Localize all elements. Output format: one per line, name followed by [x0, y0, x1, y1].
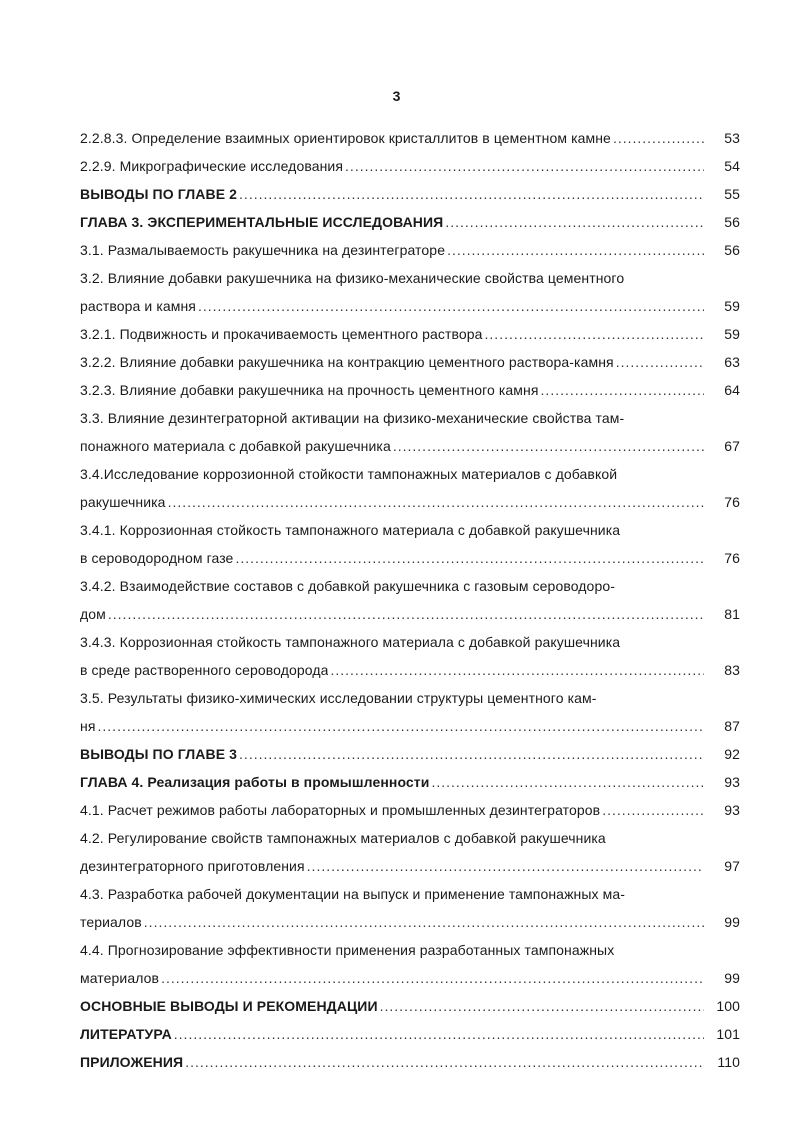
toc-entry[interactable]: [80, 880, 740, 936]
dot-leader: [239, 180, 704, 208]
toc-entry[interactable]: [80, 264, 740, 320]
toc-entry[interactable]: [80, 376, 740, 404]
toc-entry[interactable]: [80, 1048, 740, 1076]
dot-leader: [174, 1020, 704, 1048]
toc-entry-page: 63: [724, 354, 740, 370]
dot-leader: [185, 1048, 704, 1076]
toc-entry[interactable]: [80, 460, 740, 516]
toc-entry-page: 59: [724, 326, 740, 342]
toc-entry-page: 56: [724, 242, 740, 258]
toc-entry-page: 97: [724, 858, 740, 874]
page-number: 3: [392, 88, 401, 104]
toc-entry-page: 67: [724, 438, 740, 454]
toc-entry-title: 3.4.1. Коррозионная стойкость тампонажного материала с добавкой ракушечника: [80, 522, 621, 538]
dot-leader: [198, 292, 704, 320]
toc-entry-page: 93: [724, 774, 740, 790]
toc-entry-title: териалов: [80, 914, 142, 930]
toc-entry[interactable]: [80, 320, 740, 348]
toc-entry[interactable]: [80, 768, 740, 796]
toc-entry-title: 3.1. Размалываемость ракушечника на дезинтеграторе: [80, 242, 446, 258]
toc-entry-title: ПРИЛОЖЕНИЯ: [80, 1054, 184, 1070]
table-of-contents: [80, 124, 740, 1076]
toc-entry-title: в среде растворенного сероводорода: [80, 662, 329, 678]
toc-entry-title: 3.2.2. Влияние добавки ракушечника на контракцию цементного раствора-камня: [80, 354, 614, 370]
toc-entry[interactable]: [80, 236, 740, 264]
toc-entry-page: 56: [724, 214, 740, 230]
toc-entry-title: 2.2.9. Микрографические исследования: [80, 158, 344, 174]
toc-entry-page: 87: [724, 718, 740, 734]
toc-entry-title: 2.2.8.3. Определение взаимных ориентировок кристаллитов в цементном камне: [80, 130, 611, 146]
toc-entry-title: ГЛАВА 4. Реализация работы в промышленности: [80, 774, 430, 790]
toc-entry-page: 83: [724, 662, 740, 678]
toc-entry[interactable]: [80, 740, 740, 768]
toc-entry-title: 3.4.Исследование коррозионной стойкости тампонажных материалов с добавкой: [80, 466, 618, 482]
toc-entry-page: 64: [724, 382, 740, 398]
toc-entry-page: 76: [724, 494, 740, 510]
toc-entry-title: понажного материала с добавкой ракушечника: [80, 438, 391, 454]
dot-leader: [330, 656, 704, 684]
toc-entry[interactable]: [80, 124, 740, 152]
dot-leader: [616, 348, 704, 376]
toc-entry-page: 110: [717, 1054, 740, 1070]
toc-entry-title: ВЫВОДЫ ПО ГЛАВЕ 2: [80, 186, 238, 202]
toc-entry-title: 4.2. Регулирование свойств тампонажных материалов с добавкой ракушечника: [80, 830, 606, 846]
toc-entry-title: раствора и камня: [80, 298, 196, 314]
toc-entry-page: 54: [724, 158, 740, 174]
dot-leader: [431, 768, 704, 796]
toc-entry-title: ВЫВОДЫ ПО ГЛАВЕ 3: [80, 746, 238, 762]
toc-entry-title: дом: [80, 606, 106, 622]
toc-entry-page: 100: [716, 998, 740, 1014]
toc-entry-page: 76: [724, 550, 740, 566]
toc-entry-page: 55: [724, 186, 740, 202]
toc-entry[interactable]: [80, 572, 740, 628]
toc-entry[interactable]: [80, 152, 740, 180]
toc-entry-title: 3.2.3. Влияние добавки ракушечника на прочность цементного камня: [80, 382, 539, 398]
dot-leader: [168, 488, 704, 516]
toc-entry-title: ракушечника: [80, 494, 166, 510]
toc-entry-title: ОСНОВНЫЕ ВЫВОДЫ И РЕКОМЕНДАЦИИ: [80, 998, 378, 1014]
toc-entry-title: 3.5. Результаты физико-химических исследовании структуры цементного кам-: [80, 690, 597, 706]
dot-leader: [602, 796, 704, 824]
toc-entry-title: 3.4.2. Взаимодействие составов с добавкой ракушечника с газовым сероводоро-: [80, 578, 615, 594]
dot-leader: [393, 432, 704, 460]
dot-leader: [485, 320, 704, 348]
toc-entry-page: 59: [724, 298, 740, 314]
toc-entry-page: 81: [724, 606, 740, 622]
toc-entry-page: 53: [724, 130, 740, 146]
toc-entry-title: ГЛАВА 3. ЭКСПЕРИМЕНТАЛЬНЫЕ ИССЛЕДОВАНИЯ: [80, 214, 444, 230]
toc-entry-title: 3.4.3. Коррозионная стойкость тампонажного материала с добавкой ракушечника: [80, 634, 621, 650]
toc-entry-title: материалов: [80, 970, 160, 986]
dot-leader: [447, 236, 704, 264]
toc-entry-title: 3.3. Влияние дезинтеграторной активации на физико-механические свойства там-: [80, 410, 625, 426]
toc-entry-page: 101: [716, 1026, 740, 1042]
toc-entry-title: ЛИТЕРАТУРА: [80, 1026, 172, 1042]
dot-leader: [108, 600, 704, 628]
dot-leader: [307, 852, 704, 880]
toc-entry-title: 3.2.1. Подвижность и прокачиваемость цементного раствора: [80, 326, 483, 342]
toc-entry-page: 99: [724, 914, 740, 930]
dot-leader: [144, 908, 704, 936]
toc-entry[interactable]: [80, 208, 740, 236]
toc-entry[interactable]: [80, 796, 740, 824]
toc-entry-title: в сероводородном газе: [80, 550, 234, 566]
toc-entry-page: 93: [724, 802, 740, 818]
toc-entry[interactable]: [80, 180, 740, 208]
toc-entry-title: 4.4. Прогнозирование эффективности применения разработанных тампонажных: [80, 942, 615, 958]
dot-leader: [541, 376, 704, 404]
toc-entry[interactable]: [80, 628, 740, 684]
toc-entry[interactable]: [80, 516, 740, 572]
toc-entry-page: 92: [724, 746, 740, 762]
toc-entry-title: 4.3. Разработка рабочей документации на выпуск и применение тампонажных ма-: [80, 886, 625, 902]
dot-leader: [239, 740, 704, 768]
toc-entry[interactable]: [80, 684, 740, 740]
toc-entry[interactable]: [80, 404, 740, 460]
toc-entry-page: 99: [724, 970, 740, 986]
toc-entry-title: дезинтеграторного приготовления: [80, 858, 305, 874]
dot-leader: [161, 964, 704, 992]
toc-entry[interactable]: [80, 824, 740, 880]
dot-leader: [98, 712, 704, 740]
toc-entry-title: 4.1. Расчет режимов работы лабораторных и промышленных дезинтеграторов: [80, 802, 601, 818]
dot-leader: [380, 992, 704, 1020]
dot-leader: [445, 208, 704, 236]
toc-entry[interactable]: [80, 992, 740, 1020]
toc-entry[interactable]: [80, 348, 740, 376]
dot-leader: [235, 544, 704, 572]
toc-entry[interactable]: [80, 1020, 740, 1048]
toc-entry[interactable]: [80, 936, 740, 992]
toc-entry-title: ня: [80, 718, 96, 734]
toc-entry-title: 3.2. Влияние добавки ракушечника на физико-механические свойства цементного: [80, 270, 625, 286]
dot-leader: [613, 124, 704, 152]
dot-leader: [345, 152, 704, 180]
